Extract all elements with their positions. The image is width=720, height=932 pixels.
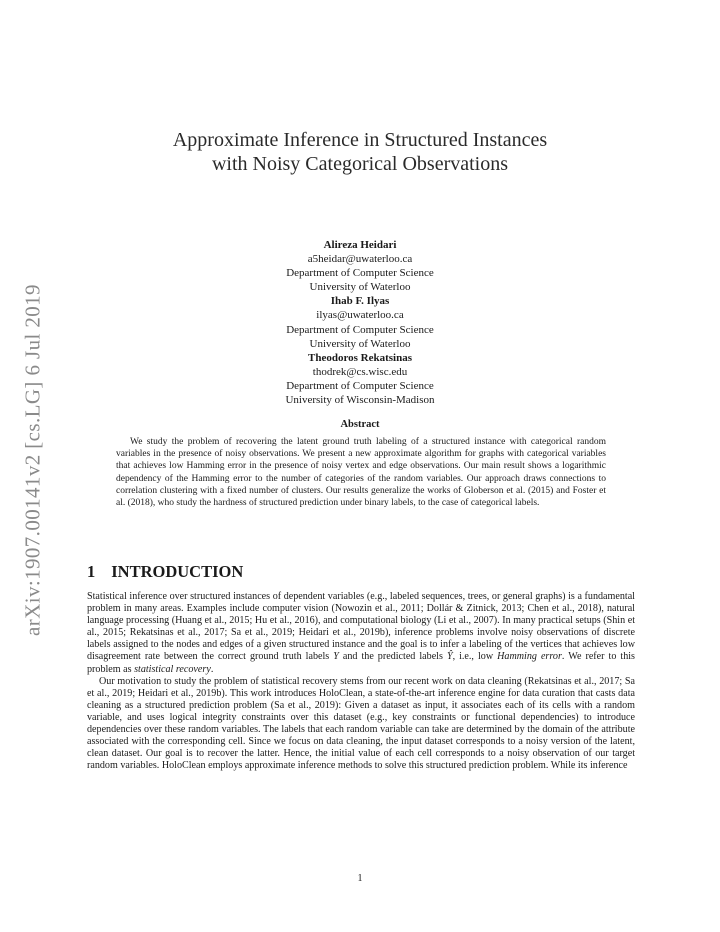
section-heading: [87, 562, 243, 582]
text-run: . We refer to this problem as: [87, 651, 635, 675]
author-institution: University of Waterloo: [309, 281, 411, 294]
title-line-2: with Noisy Categorical Observations: [211, 153, 509, 175]
author-email: thodrek@cs.wisc.edu: [312, 365, 408, 378]
paper-title: [80, 128, 640, 176]
author-email: ilyas@uwaterloo.ca: [316, 309, 404, 322]
text-run: .: [210, 663, 214, 675]
abstract-heading: Abstract: [340, 419, 380, 430]
emphasis: statistical recovery: [134, 663, 211, 675]
emphasis: Hamming error: [497, 651, 562, 663]
text-run: , i.e., low: [452, 651, 498, 663]
section-title: INTRODUCTION: [111, 562, 244, 581]
author-institution: University of Wisconsin-Madison: [285, 394, 435, 407]
author-name: Alireza Heidari: [323, 239, 397, 251]
author-department: Department of Computer Science: [286, 379, 434, 392]
math-symbol: Y: [333, 651, 339, 663]
text-run: and the predicted labels: [338, 651, 447, 663]
arxiv-stamp: [0, 0, 60, 932]
paragraph: [87, 591, 635, 676]
author-institution: University of Waterloo: [309, 337, 411, 350]
title-line-1: Approximate Inference in Structured Instances: [172, 129, 548, 151]
page-number: 1: [357, 873, 363, 884]
paragraph: Our motivation to study the problem of statistical recovery stems from our recent work on data cleaning (Rekatsinas et al., 2017; Sa et al., 2019; Heidari et al., 2019b). This work introduces HoloClean, a state-of-the-art inference engine for data curation that casts data cleaning as a structured prediction problem (Sa et al., 2019): Given a dataset as input, it associates each of its cells with a random variable, and uses logical integrity constraints over this dataset (e.g., key constraints or functional dependencies) to introduce dependencies over these random variables. The labels that each random variable can take are determined by the domain of the attribute associated with the corresponding cell. Since we focus on data cleaning, the input dataset corresponds to a noisy version of the latent, clean dataset. Our goal is to recover the latter. Hence, the initial value of each cell corresponds to a noisy observation of our target random variables. HoloClean employs approximate inference methods to solve this structured prediction problem. While its inference: [87, 675, 635, 772]
author-name: Ihab F. Ilyas: [330, 295, 390, 308]
section-number: 1: [87, 562, 96, 581]
author-department: Department of Computer Science: [286, 267, 434, 280]
abstract-text: We study the problem of recovering the latent ground truth labeling of a structured instance with categorical random variables in the presence of noisy observations. We present a new approximate algorithm for graphs with categorical variables that achieves low Hamming error in the presence of noisy vertex and edge observations. Our main result shows a logarithmic dependency of the Hamming error to the number of categories of the random variables. Our approach draws connections to correlation clustering with a fixed number of clusters. Our results generalize the works of Globerson et al. (2015) and Foster et al. (2018), who study the hardness of structured prediction under binary labels, to the case of categorical labels.: [116, 437, 606, 509]
author-name: Theodoros Rekatsinas: [307, 351, 412, 364]
author-email: a5heidar@uwaterloo.ca: [307, 253, 413, 266]
text-run: Statistical inference over structured instances of dependent variables (e.g., labeled sequences, trees, or general graphs) is a fundamental problem in many areas. Examples include computer vision (Nowozin et al., 2011; Dollár & Zitnick, 2013; Chen et al., 2018), natural language processing (Huang et al., 2015; Hu et al., 2016), and computational biology (Li et al., 2007). In many practical setups (Shin et al., 2015; Rekatsinas et al., 2017; Sa et al., 2019; Heidari et al., 2019b), inference problems involve noisy observations of discrete labels assigned to the nodes and edges of a given structured instance and the goal is to infer a labeling of the vertices that achieves low disagreement rate between the correct ground truth labels: [87, 591, 635, 663]
arxiv-identifier: arXiv:1907.00141v2 [cs.LG] 6 Jul 2019: [20, 284, 45, 636]
author-block: [160, 238, 560, 407]
author-department: Department of Computer Science: [286, 323, 434, 336]
math-symbol: Ŷ: [446, 651, 453, 663]
body-text: [87, 591, 635, 772]
